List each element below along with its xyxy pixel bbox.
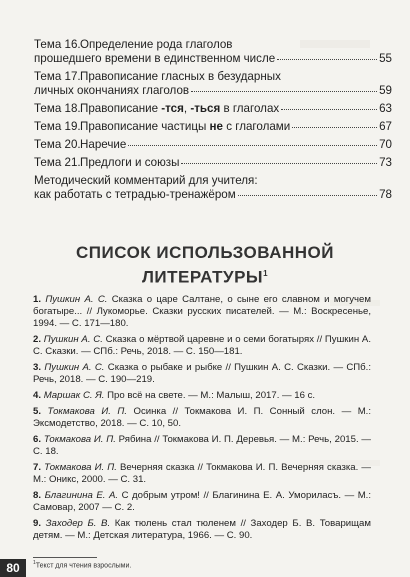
toc-title-cont: личных окончаниях глаголов [34, 84, 190, 97]
reference-author: Токмакова И. П. [47, 406, 127, 417]
footnote-text: Текст для чтения взрослыми. [35, 562, 132, 570]
reference-number: 9. [33, 518, 42, 529]
reference-item [33, 362, 371, 386]
toc-number: Тема 16. [34, 38, 81, 51]
reference-text: Осинка // Токмакова И. П. Сонный слон. — М.: Эксмодетство, 2018. — С. 10, 50. [33, 406, 372, 429]
toc-title: Правописание [80, 102, 162, 115]
toc-entry [34, 174, 392, 202]
toc-title: Правописание частицы [80, 120, 210, 133]
toc-number: Тема 17. [34, 70, 81, 83]
toc-title-cont: как работать с тетрадью-тренажёром [34, 188, 236, 201]
toc-number: Тема 21. [34, 156, 81, 169]
reference-item [33, 334, 371, 358]
reference-text: Про всё на свете. — М.: Малыш, 2017. — 16 с. [107, 390, 316, 401]
toc-page: 63 [379, 102, 392, 115]
toc-leader [191, 90, 377, 92]
reference-number: 6. [33, 434, 42, 445]
toc-entry [34, 38, 392, 66]
reference-text: Сказка о царе Салтане, о сыне его славном и могучем богатыре... // Лукоморье. Сказки русских писателей. — М.: Воскресенье, 1994. — С. 171—180. [33, 294, 371, 329]
toc-title: в глаголах [220, 102, 280, 115]
toc-title: с глаголами [222, 120, 291, 133]
toc-leader [277, 58, 377, 60]
reference-item [33, 490, 371, 514]
footnote [33, 559, 131, 570]
footnote-mark: 1 [33, 560, 36, 566]
toc-entry [34, 102, 392, 116]
reference-text: Рябина // Токмакова И. П. Деревья. — М.: Речь, 2015. — С. 18. [33, 434, 371, 457]
reference-text: Сказка о мёртвой царевне и о семи богатырях // Пушкин А. С. Сказки. — СПб.: Речь, 2018. — С. 150—181. [33, 334, 371, 357]
reference-author: Пушкин А. С. [44, 362, 105, 373]
reference-item [33, 406, 371, 430]
toc-page: 67 [379, 120, 392, 133]
table-of-contents [34, 38, 392, 206]
reference-author: Пушкин А. С. [45, 294, 108, 305]
toc-entry [34, 120, 392, 134]
toc-leader [181, 162, 377, 164]
toc-entry [34, 70, 392, 98]
toc-leader [281, 108, 377, 110]
toc-title: Методический комментарий для учителя: [34, 174, 258, 187]
reference-number: 4. [33, 390, 42, 401]
toc-page: 59 [379, 84, 392, 97]
reference-item [33, 462, 371, 486]
toc-entry [34, 138, 392, 152]
footnote-marker: 1 [263, 269, 269, 278]
toc-title: Правописание гласных в безударных [80, 70, 281, 83]
reference-author: Благинина Е. А. [44, 490, 119, 501]
reference-text: Сказка о рыбаке и рыбке // Пушкин А. С. Сказки. — СПб.: Речь, 2018. — С. 190—219. [33, 362, 371, 385]
reference-item [33, 434, 371, 458]
heading-line: СПИСОК ИСПОЛЬЗОВАННОЙ [76, 243, 334, 262]
toc-title-bold: не [209, 120, 223, 133]
reference-text: Как тюлень стал тюленем // Заходер Б. В. Товарищам детям. — М.: Детская литература, 1966. — С. 90. [33, 518, 371, 541]
toc-leader [292, 126, 377, 128]
reference-item [33, 390, 371, 402]
toc-page: 73 [379, 156, 392, 169]
toc-page: 55 [379, 52, 392, 65]
toc-page: 78 [379, 188, 392, 201]
toc-number: Тема 18. [34, 102, 81, 115]
reference-number: 5. [33, 406, 42, 417]
reference-number: 3. [33, 362, 42, 373]
toc-number: Тема 19. [34, 120, 81, 133]
toc-title-cont: прошедшего времени в единственном числе [34, 52, 276, 65]
toc-leader [128, 144, 377, 146]
reference-author: Пушкин А. С. [43, 334, 103, 345]
reference-item [33, 518, 371, 542]
toc-title: , [183, 102, 191, 115]
reference-number: 1. [33, 294, 42, 305]
heading-line: ЛИТЕРАТУРЫ [141, 267, 264, 287]
reference-text: С добрым утром! // Благинина Е. А. Умориласъ. — М.: Самовар, 2007 — С. 2. [33, 490, 372, 513]
reference-author: Заходер Б. В. [45, 518, 111, 529]
toc-title-bold: -ться [190, 102, 221, 115]
reference-author: Токмакова И. П. [43, 434, 116, 445]
toc-number: Тема 20. [34, 138, 81, 151]
toc-title-bold: -тся [161, 102, 184, 115]
reference-author: Токмакова И. П. [44, 462, 117, 473]
reference-item [33, 294, 371, 330]
toc-page: 70 [379, 138, 392, 151]
reference-number: 7. [33, 462, 42, 473]
reference-text: Вечерняя сказка // Токмакова И. П. Вечерняя сказка. — М.: Оникс, 2000. — С. 31. [33, 462, 372, 485]
section-heading [0, 242, 410, 288]
reference-author: Маршак С. Я. [43, 390, 105, 401]
page-number: 80 [0, 559, 26, 577]
toc-title: Наречие [80, 138, 127, 151]
footnote-rule [33, 557, 97, 558]
reference-number: 2. [33, 334, 42, 345]
reference-list [33, 294, 371, 546]
toc-title: Предлоги и союзы [80, 156, 180, 169]
reference-number: 8. [33, 490, 42, 501]
toc-leader [238, 194, 377, 196]
toc-title: Определение рода глаголов [80, 38, 233, 51]
toc-entry [34, 156, 392, 170]
